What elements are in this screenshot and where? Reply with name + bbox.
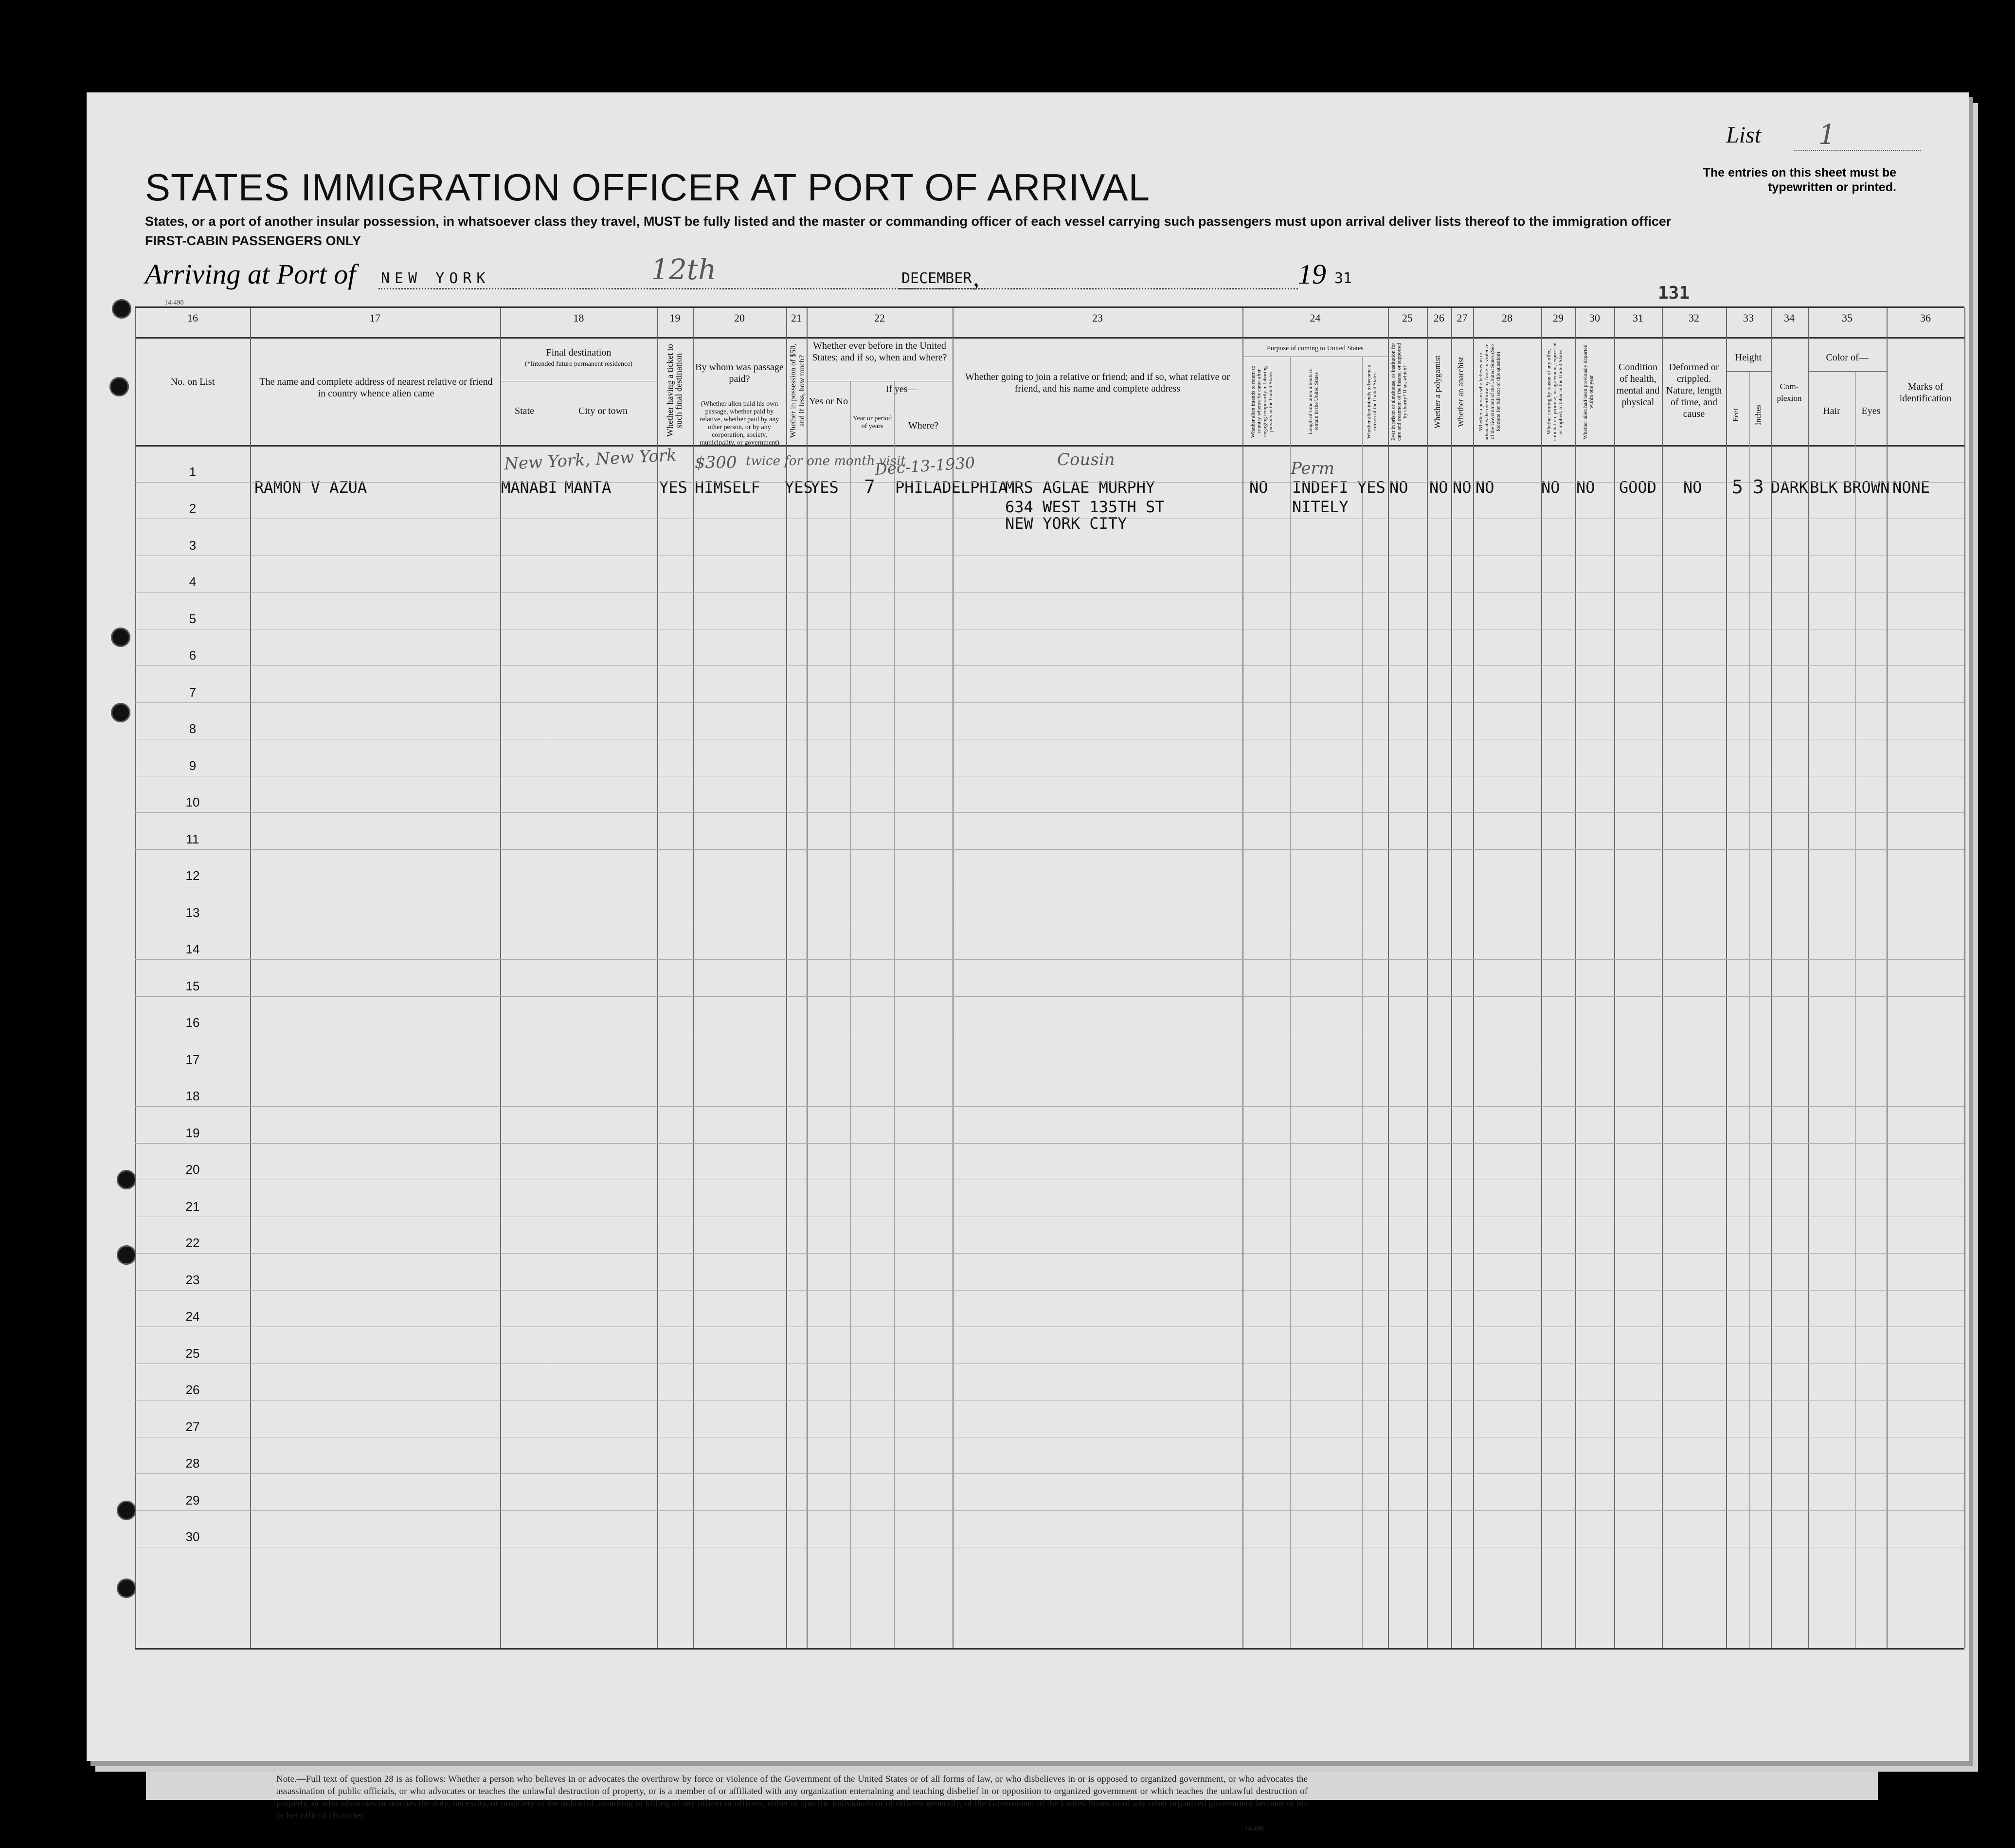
hand-destination: New York, New York	[504, 445, 677, 474]
typewritten-note: The entries on this sheet must be typewritten or printed.	[1703, 166, 1896, 194]
header-purpose-a: Whether alien intends to return to country whence he came after engaging temporarily in laboring pursuits in the United States	[1250, 365, 1274, 438]
header-q29: Whether coming by reason of any offer, solicitation, promise, or agreement, expressed or implied, to labor in the United States	[1546, 342, 1564, 441]
row-line	[135, 812, 1964, 813]
cell-inches: 3	[1753, 476, 1764, 498]
header-where: Where?	[908, 420, 939, 431]
row-line	[135, 996, 1964, 997]
grid-vline	[894, 381, 895, 1648]
header-no-on-list: No. on List	[170, 377, 215, 387]
row-number: 11	[186, 831, 199, 846]
header-join-relative: Whether going to join a relative or friend; and if so, what relative or friend, and his name and complete address	[965, 372, 1230, 394]
cell-feet: 5	[1732, 476, 1743, 498]
grid-vline	[1662, 308, 1663, 1648]
grid-vline	[786, 308, 787, 1648]
col-number: 30	[1589, 312, 1600, 324]
col-number: 26	[1434, 312, 1444, 324]
header-hair: Hair	[1823, 406, 1840, 416]
cell-state: MANABI	[501, 478, 558, 497]
col-number: 32	[1689, 312, 1699, 324]
col-number: 24	[1310, 312, 1321, 324]
row-number: 30	[185, 1529, 200, 1544]
manifest-sheet	[87, 92, 1969, 1832]
header-marks: Marks of identification	[1899, 381, 1952, 404]
header-ticket: Whether having a ticket to such final destination	[665, 344, 684, 437]
row-number: 15	[185, 978, 200, 993]
row-line	[135, 1290, 1964, 1291]
cell-condition: GOOD	[1619, 478, 1657, 497]
cell-eyes: BROWN	[1843, 478, 1890, 497]
cell-period: 7	[864, 476, 875, 498]
col-number: 28	[1502, 312, 1512, 324]
cell-prison: NO	[1389, 478, 1408, 497]
page-title: STATES IMMIGRATION OFFICER AT PORT OF ARRIVAL	[145, 166, 1151, 209]
header-by-whom-paid: By whom was passage paid?	[695, 362, 784, 384]
binder-hole	[117, 1501, 136, 1520]
year-suffix: 31	[1334, 270, 1352, 287]
header-year-period: Year or period of years	[852, 415, 892, 430]
row-number: 14	[185, 942, 200, 956]
grid-vline	[1964, 308, 1965, 1648]
col-number: 19	[669, 312, 681, 324]
manifest-grid	[135, 306, 1964, 1650]
grid-vline	[1855, 371, 1856, 1648]
header-nearest-relative: The name and complete address of nearest relative or friend in country whence alien came	[259, 377, 493, 399]
row-number: 18	[185, 1089, 200, 1103]
row-line	[135, 849, 1964, 850]
hand-date: Dec-13-1930	[874, 453, 976, 479]
col-number: 21	[791, 312, 802, 324]
header-final-destination: Final destination	[546, 347, 612, 358]
row-line	[135, 482, 1964, 483]
hand-relation: Cousin	[1057, 450, 1115, 469]
header-prison: Ever in prison or almshouse, or institution for care and treatment of the insane, or supported by charity? If so, which?	[1390, 342, 1408, 441]
hand-length: Perm	[1291, 459, 1334, 478]
cell-city: MANTA	[564, 478, 612, 497]
grid-vline	[1614, 308, 1615, 1648]
row-number: 7	[189, 684, 197, 700]
port-value: NEW YORK	[381, 270, 490, 287]
row-line	[135, 1510, 1964, 1511]
grid-vline	[250, 308, 251, 1648]
col-number: 31	[1633, 312, 1643, 324]
stamp-number: 131	[1658, 283, 1690, 303]
list-label: List	[1726, 122, 1762, 148]
grid-vline	[1388, 308, 1389, 1648]
header-purpose-c: Whether alien intends to become a citizen of the United States	[1366, 364, 1378, 439]
row-line	[135, 1143, 1964, 1144]
cell-hair: BLK	[1810, 478, 1838, 497]
row-number: 12	[185, 868, 200, 883]
cell-q29: NO	[1541, 478, 1560, 497]
row-number: 17	[185, 1052, 200, 1067]
row-number: 3	[189, 538, 197, 553]
row-number: 13	[185, 905, 200, 920]
cell-length-line2: NITELY	[1292, 498, 1349, 516]
row-number: 16	[185, 1015, 200, 1030]
hand-amount: $300	[695, 453, 737, 472]
header-complexion: Com- plexion	[1777, 382, 1802, 403]
cell-marks: NONE	[1892, 478, 1930, 497]
cell-possession: YES	[785, 478, 813, 497]
cell-relative: RAMON V AZUA	[254, 478, 367, 497]
header-deformed: Deformed or crippled. Nature, length of time, and cause	[1666, 362, 1722, 419]
col-number: 18	[573, 312, 584, 324]
month-value: DECEMBER	[901, 270, 972, 287]
col-number: 22	[874, 312, 885, 324]
cell-return: NO	[1249, 478, 1268, 497]
grid-vline	[1808, 308, 1809, 1648]
row-number: 2	[189, 501, 197, 516]
header-line-2	[135, 445, 1964, 447]
header-eyes: Eyes	[1861, 406, 1881, 416]
grid-vline	[1575, 308, 1576, 1648]
header-possession: Whether in possession of $50, and if less, how much?	[789, 343, 806, 438]
row-number: 26	[185, 1382, 200, 1397]
col-number: 35	[1842, 312, 1853, 324]
grid-vline	[1887, 308, 1888, 1648]
col-number: 29	[1553, 312, 1564, 324]
grid-vline	[1749, 371, 1750, 1648]
cell-join-line2: 634 WEST 135TH ST	[1005, 498, 1165, 516]
passenger-class: FIRST-CABIN PASSENGERS ONLY	[145, 233, 361, 248]
cell-anarchist: NO	[1453, 478, 1472, 497]
col-number: 17	[370, 312, 380, 324]
row-line	[135, 959, 1964, 960]
row-number: 22	[185, 1236, 200, 1250]
header-yes-no: Yes or No	[809, 396, 848, 407]
month-line	[899, 288, 1298, 289]
row-number: 21	[185, 1199, 200, 1214]
grid-vline	[1726, 308, 1727, 1648]
grid-vline	[657, 308, 658, 1648]
row-number: 10	[185, 795, 200, 809]
cell-join-line3: NEW YORK CITY	[1005, 514, 1127, 533]
cell-where: PHILADELPHIA	[895, 478, 1008, 497]
footnote: Note.—Full text of question 28 is as follows: Whether a person who believes in or advocates the overthrow by force or violence of the Government of the United States or of all forms of law, or who disbelieves in or is opposed to organized government, or who advocates the assassination of public officials, or who advocates or teaches the unlawful destruction of property, or is a member of or affiliated with any organization entertaining and teaching disbelief in or opposition to organized government or which teaches the unlawful destruction of property, or who advocates or teaches the duty, necessity, or propriety of the unlawful assaulting or killing of any officer or officers, either of specific individuals or of officers generally, of the Government of the United States or of any other organized government because of his or her official character.	[276, 1774, 1308, 1821]
header-height: Height	[1735, 352, 1762, 363]
header-by-whom-paid-note: (Whether alien paid his own passage, whether paid by relative, whether paid by any other person, or by any corporation, society, municipality, or government)	[700, 400, 779, 447]
row-number: 5	[189, 611, 197, 626]
row-number: 20	[185, 1162, 200, 1177]
row-number: 8	[189, 721, 197, 736]
binder-hole	[109, 377, 129, 396]
cell-paid-by: HIMSELF	[695, 478, 760, 497]
header-feet: Feet	[1732, 408, 1740, 422]
cell-q30: NO	[1576, 478, 1595, 497]
row-number: 6	[189, 648, 197, 663]
header-state: State	[515, 406, 534, 416]
header-color-of: Color of—	[1826, 352, 1869, 363]
header-q28: Whether a person who believes in or advocates the overthrow by force or violence of the Government of the United States (See footnote for full text of this question)	[1478, 343, 1501, 440]
grid-vline	[1541, 308, 1542, 1648]
hand-visit: twice for one month visit	[746, 454, 906, 468]
grid-vline	[1473, 308, 1474, 1648]
cell-ticket: YES	[659, 478, 687, 497]
header-city: City or town	[578, 406, 628, 416]
footnote-form-number: 14-490	[1244, 1825, 1264, 1832]
sub-hline	[1726, 371, 1771, 372]
header-if-yes: If yes—	[885, 384, 918, 395]
row-number: 28	[185, 1456, 200, 1471]
row-number: 9	[189, 758, 197, 773]
cell-length-line1: INDEFI	[1292, 478, 1349, 497]
row-line	[135, 1106, 1964, 1107]
grid-vline	[953, 308, 954, 1648]
sub-hline	[1808, 371, 1887, 372]
row-line	[135, 1473, 1964, 1474]
row-number: 27	[185, 1419, 200, 1434]
cell-deformed: NO	[1683, 478, 1702, 497]
binder-hole	[117, 1579, 136, 1598]
col-number: 33	[1743, 312, 1754, 324]
arriving-label: Arriving at Port of	[145, 258, 356, 290]
header-polygamist: Whether a polygamist	[1433, 355, 1442, 429]
grid-vline	[1771, 308, 1772, 1648]
header-ever-before: Whether ever before in the United States; and if so, when and where?	[812, 341, 947, 363]
list-number: 1	[1818, 119, 1836, 151]
row-number: 1	[189, 464, 197, 479]
grid-vline	[1290, 357, 1291, 1648]
col-number: 36	[1920, 312, 1931, 324]
day-value: 12th	[651, 253, 717, 286]
header-q30: Whether alien had been previously deported within one year	[1583, 344, 1594, 439]
cell-citizen: YES	[1357, 478, 1385, 497]
grid-vline	[693, 308, 694, 1648]
grid-vline	[500, 308, 501, 1648]
list-line	[1794, 150, 1921, 151]
comma: ,	[973, 264, 979, 292]
header-line-1	[135, 337, 1964, 339]
grid-vline	[1451, 308, 1452, 1648]
cell-join-line1: MRS AGLAE MURPHY	[1005, 478, 1155, 497]
col-number: 20	[734, 312, 745, 324]
row-number: 24	[185, 1309, 200, 1324]
header-purpose-b: Length of time alien intends to remain in the United States	[1308, 368, 1319, 435]
binder-hole	[117, 1245, 136, 1265]
binder-hole	[111, 703, 130, 722]
col-number: 16	[187, 312, 198, 324]
col-number: 25	[1402, 312, 1413, 324]
row-number: 25	[185, 1346, 200, 1361]
row-line	[135, 1253, 1964, 1254]
grid-vline	[1427, 308, 1428, 1648]
cell-complexion: DARK	[1771, 478, 1809, 497]
header-condition: Condition of health, mental and physical	[1616, 362, 1660, 408]
header-anarchist: Whether an anarchist	[1456, 357, 1465, 427]
col-number: 23	[1092, 312, 1103, 324]
instructions-text: States, or a port of another insular possession, in whatsoever class they travel, MUST be fully listed and the master or commanding officer of each vessel carrying such passengers must upon arrival deliver lists thereof to the immigration officer	[145, 214, 1672, 229]
grid-vline	[1242, 308, 1243, 1648]
binder-hole	[112, 299, 131, 319]
port-line	[378, 288, 972, 289]
header-purpose: Purpose of coming to United States	[1267, 345, 1364, 352]
year-prefix: 19	[1298, 258, 1326, 290]
row-line	[135, 665, 1964, 666]
cell-q28: NO	[1475, 478, 1494, 497]
cell-polygamist: NO	[1429, 478, 1448, 497]
col-number: 34	[1784, 312, 1795, 324]
row-number: 23	[185, 1272, 200, 1287]
header-inches: Inches	[1754, 405, 1763, 425]
header-final-destination-note: (*Intended future permanent residence)	[524, 360, 633, 368]
cell-ever-before: YES	[810, 478, 839, 497]
binder-hole	[111, 628, 130, 647]
grid-vline	[1362, 357, 1363, 1648]
row-number: 4	[189, 574, 197, 589]
row-line	[135, 702, 1964, 703]
col-number: 27	[1457, 312, 1468, 324]
row-number: 19	[185, 1125, 200, 1140]
grid-vline	[807, 308, 808, 1648]
form-number: 14-490	[164, 299, 184, 306]
row-number: 29	[185, 1492, 200, 1507]
binder-hole	[117, 1170, 136, 1189]
grid-vline	[850, 381, 851, 1648]
